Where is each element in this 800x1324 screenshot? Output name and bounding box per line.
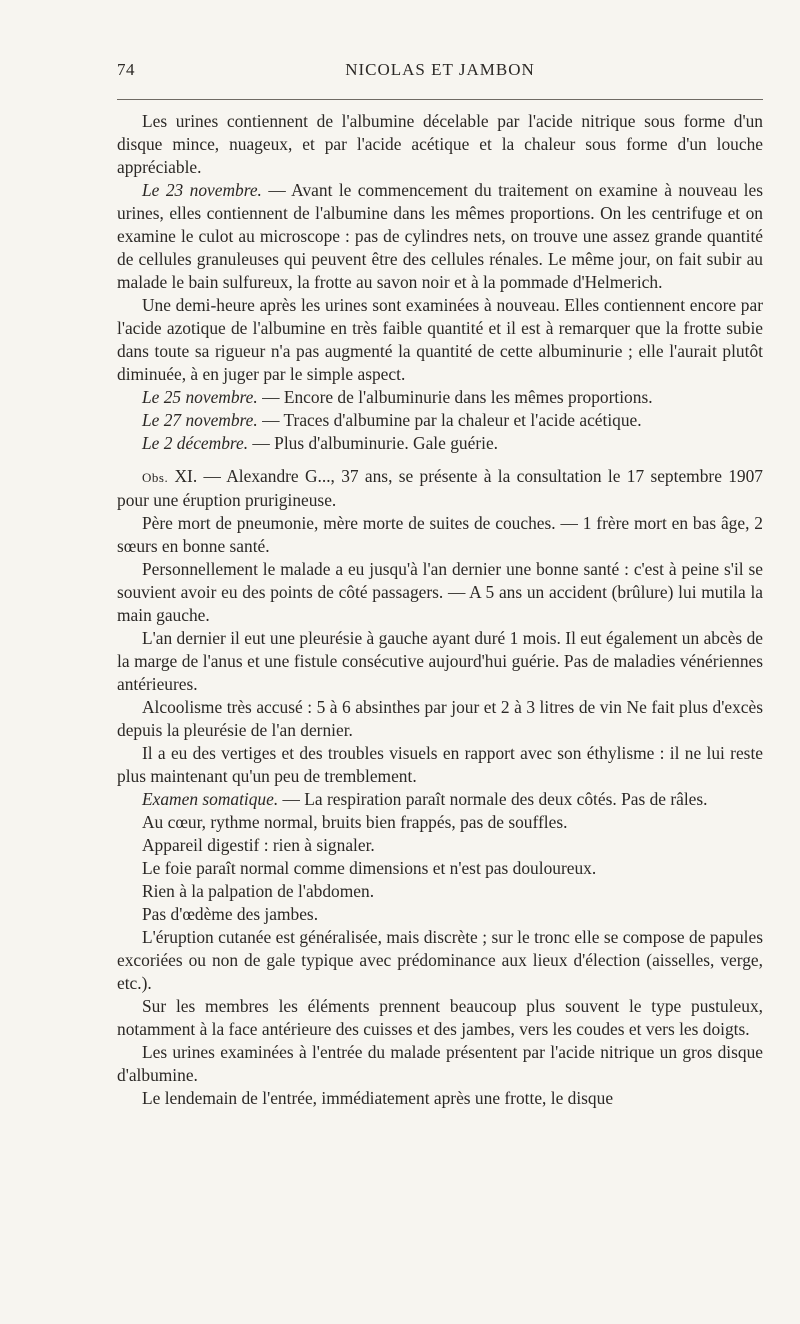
paragraph: Le 23 novembre. — Avant le commencement du traitement on examine à nouveau les urines, elles contiennent de l'albumine dans les mêmes proportions. On les centrifuge et on examine le culot au microscope : pas de cylindres nets, on trouve une assez grande quantité de cellules granuleuses qui peuvent être des cellules rénales. Le même jour, on fait subir au malade le bain sulfureux, la frotte au savon noir et à la pommade d'Helmerich.	[117, 180, 763, 292]
header-rule	[117, 99, 763, 100]
paragraph: L'an dernier il eut une pleurésie à gauche ayant duré 1 mois. Il eut également un abcès de la marge de l'anus et une fistule consécutive aujourd'hui guérie. Pas de maladies vénériennes antérieures.	[117, 628, 763, 694]
observation-heading: Obs. XI. — Alexandre G..., 37 ans, se présente à la consultation le 17 septembre 1907 pour une éruption prurigineuse.	[117, 466, 763, 510]
paragraph: Il a eu des vertiges et des troubles visuels en rapport avec son éthylisme : il ne lui reste plus maintenant qu'un peu de tremblement.	[117, 743, 763, 786]
paragraph: Le lendemain de l'entrée, immédiatement après une frotte, le disque	[142, 1088, 614, 1108]
paragraph: Personnellement le malade a eu jusqu'à l'an dernier une bonne santé : c'est à peine s'il se souvient avoir eu des points de côté passagers. — A 5 ans un accident (brûlure) lui mutila la main gauche.	[117, 559, 763, 625]
date-lead: Le 23 novembre.	[142, 180, 262, 200]
paragraph: Pas d'œdème des jambes.	[142, 904, 319, 924]
paragraph: Les urines examinées à l'entrée du malade présentent par l'acide nitrique un gros disque d'albumine.	[117, 1042, 763, 1085]
running-head: NICOLAS ET JAMBON	[345, 60, 535, 79]
date-lead: Le 2 décembre.	[142, 433, 249, 453]
paragraph: Père mort de pneumonie, mère morte de suites de couches. — 1 frère mort en bas âge, 2 sœurs en bonne santé.	[117, 513, 763, 556]
paragraph: Le 25 novembre. — Encore de l'albuminurie dans les mêmes proportions.	[142, 387, 653, 407]
paragraph: Le foie paraît normal comme dimensions et n'est pas douloureux.	[142, 858, 597, 878]
date-lead: Le 27 novembre.	[142, 410, 258, 430]
paragraph: Alcoolisme très accusé : 5 à 6 absinthes par jour et 2 à 3 litres de vin Ne fait plus d'excès depuis la pleurésie de l'an dernier.	[117, 697, 763, 740]
page-header	[117, 60, 763, 84]
body-text	[117, 110, 763, 1110]
page-number: 74	[117, 60, 135, 79]
paragraph: Le 27 novembre. — Traces d'albumine par la chaleur et l'acide acétique.	[142, 410, 642, 430]
paragraph: L'éruption cutanée est généralisée, mais discrète ; sur le tronc elle se compose de papules excoriées ou non de gale typique avec prédominance aux lieux d'élection (aisselles, verge, etc.).	[117, 927, 763, 993]
paragraph: Au cœur, rythme normal, bruits bien frappés, pas de souffles.	[142, 812, 568, 832]
date-lead: Le 25 novembre.	[142, 387, 258, 407]
paragraph: Examen somatique. — La respiration paraît normale des deux côtés. Pas de râles.	[142, 789, 708, 809]
observation-label: Obs.	[142, 470, 169, 485]
paragraph: Sur les membres les éléments prennent beaucoup plus souvent le type pustuleux, notamment à la face antérieure des cuisses et des jambes, vers les coudes et vers les doigts.	[117, 996, 763, 1039]
paragraph: Une demi-heure après les urines sont examinées à nouveau. Elles contiennent encore par l'acide azotique de l'albumine en très faible quantité et il est à remarquer que la frotte subie dans toute sa rigueur n'a pas augmenté la quantité de cette albuminurie ; elle l'aurait plutôt diminuée, à en juger par le simple aspect.	[117, 295, 763, 384]
paragraph: Rien à la palpation de l'abdomen.	[142, 881, 375, 901]
paragraph: Le 2 décembre. — Plus d'albuminurie. Gale guérie.	[142, 433, 499, 453]
paragraph: Appareil digestif : rien à signaler.	[142, 835, 375, 855]
paragraph: Les urines contiennent de l'albumine décelable par l'acide nitrique sous forme d'un disque mince, nuageux, et par l'acide acétique et la chaleur sous forme d'un louche appréciable.	[117, 111, 763, 177]
section-lead: Examen somatique.	[142, 789, 279, 809]
